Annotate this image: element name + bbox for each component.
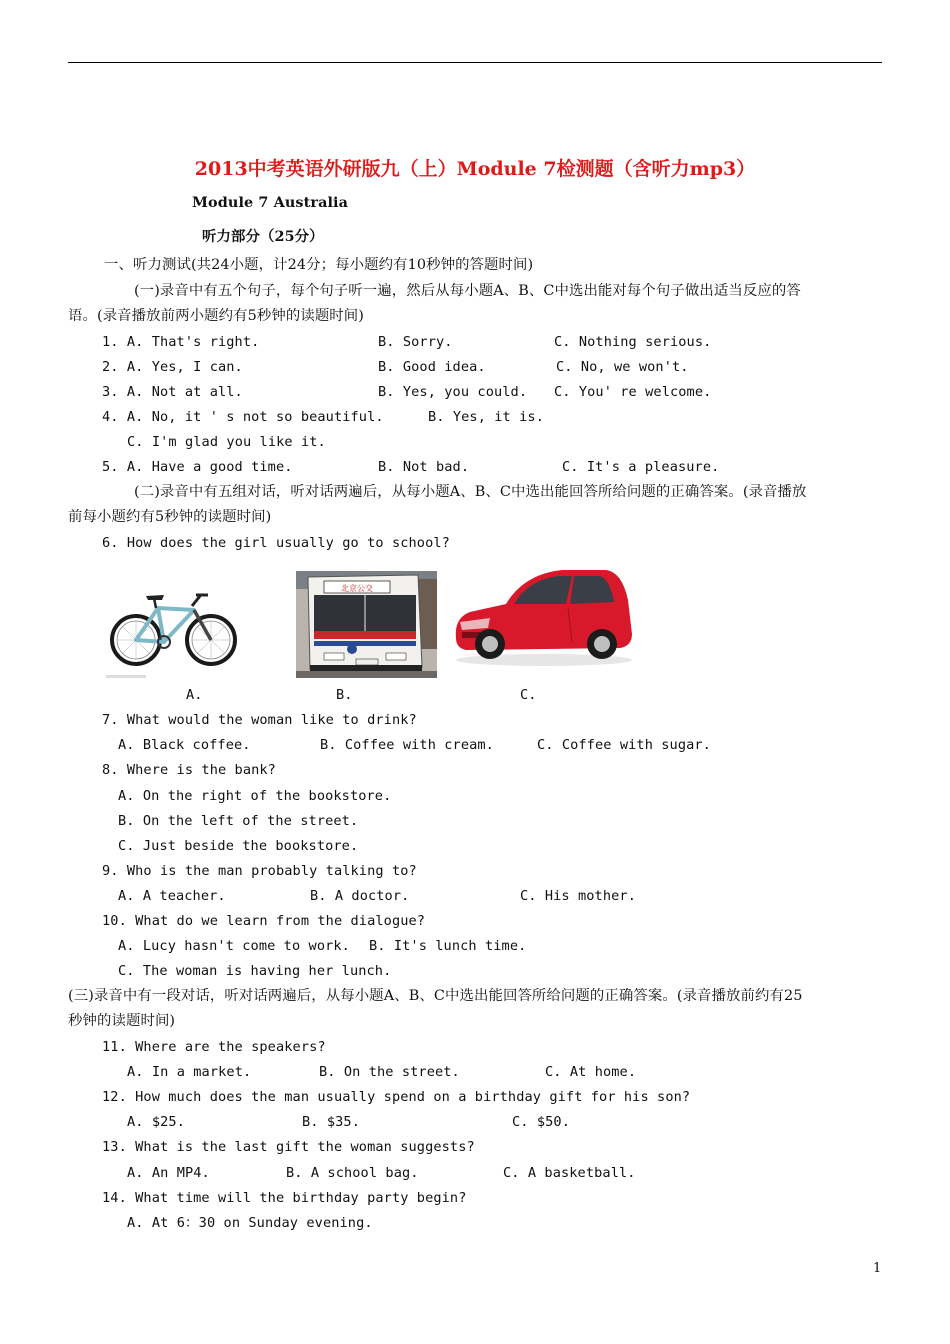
q13-option-a: A. An MP4. <box>127 1165 210 1181</box>
q13-option-b: B. A school bag. <box>286 1165 419 1181</box>
sub2-instructions-line2: 前每小题约有5秒钟的读题时间) <box>68 509 272 525</box>
q9-option-c: C. His mother. <box>520 888 636 904</box>
sub1-instructions-line2: 语。(录音播放前两小题约有5秒钟的读题时间) <box>68 308 365 324</box>
q12-option-c: C. $50. <box>512 1114 570 1130</box>
q4-option-a: 4. A. No, it ' s not so beautiful. <box>102 409 384 425</box>
q11-option-b: B. On the street. <box>319 1064 460 1080</box>
q11-question: 11. Where are the speakers? <box>102 1039 326 1055</box>
q8-option-b: B. On the left of the street. <box>118 813 359 829</box>
sub3-instructions-line2: 秒钟的读题时间) <box>68 1013 176 1029</box>
q5-option-a: 5. A. Have a good time. <box>102 459 293 475</box>
q9-option-b: B. A doctor. <box>310 888 410 904</box>
q1-option-b: B. Sorry. <box>378 334 453 350</box>
q8-question: 8. Where is the bank? <box>102 762 276 778</box>
sub3-instructions-line1: (三)录音中有一段对话，听对话两遍后，从每小题A、B、C中选出能回答所给问题的正确答案。(录音播放前约有25 <box>68 988 803 1004</box>
q13-question: 13. What is the last gift the woman suggests? <box>102 1139 475 1155</box>
q6-question: 6. How does the girl usually go to school? <box>102 535 450 551</box>
q10-question: 10. What do we learn from the dialogue? <box>102 913 426 929</box>
q6-label-b: B. <box>336 687 353 703</box>
bus-image <box>296 571 437 678</box>
q6-label-c: C. <box>520 687 537 703</box>
document-title: 2013中考英语外研版九（上）Module 7检测题（含听力mp3） <box>194 158 756 180</box>
q2-option-a: 2. A. Yes, I can. <box>102 359 243 375</box>
q1-option-c: C. Nothing serious. <box>554 334 712 350</box>
q6-label-a: A. <box>186 687 203 703</box>
q10-option-b: B. It's lunch time. <box>369 938 527 954</box>
q5-option-b: B. Not bad. <box>378 459 470 475</box>
q4-option-b: B. Yes, it is. <box>428 409 544 425</box>
q7-question: 7. What would the woman like to drink? <box>102 712 417 728</box>
q7-option-b: B. Coffee with cream. <box>320 737 494 753</box>
q13-option-c: C. A basketball. <box>503 1165 636 1181</box>
q3-option-c: C. You' re welcome. <box>554 384 712 400</box>
q14-question: 14. What time will the birthday party begin? <box>102 1190 467 1206</box>
q5-option-c: C. It's a pleasure. <box>562 459 720 475</box>
q12-option-a: A. $25. <box>127 1114 185 1130</box>
q10-option-a: A. Lucy hasn't come to work. <box>118 938 350 954</box>
section-title: 听力部分（25分） <box>202 228 324 245</box>
page-number: 1 <box>873 1261 882 1276</box>
q12-option-b: B. $35. <box>302 1114 360 1130</box>
car-image <box>450 560 636 668</box>
q1-option-a: 1. A. That's right. <box>102 334 260 350</box>
bus-sign-text: 北京公交 <box>341 584 373 593</box>
q12-question: 12. How much does the man usually spend on a birthday gift for his son? <box>102 1089 691 1105</box>
q8-option-a: A. On the right of the bookstore. <box>118 788 392 804</box>
q8-option-c: C. Just beside the bookstore. <box>118 838 359 854</box>
q10-option-c: C. The woman is having her lunch. <box>118 963 392 979</box>
sub2-instructions-line1: (二)录音中有五组对话，听对话两遍后，从每小题A、B、C中选出能回答所给问题的正确答案。(录音播放 <box>134 484 807 500</box>
part1-heading: 一、听力测试(共24小题，计24分；每小题约有10秒钟的答题时间) <box>104 257 534 273</box>
sub1-instructions-line1: (一)录音中有五个句子，每个句子听一遍，然后从每小题A、B、C中选出能对每个句子做出适当反应的答 <box>134 283 801 299</box>
q11-option-a: A. In a market. <box>127 1064 252 1080</box>
q11-option-c: C. At home. <box>545 1064 637 1080</box>
q7-option-a: A. Black coffee. <box>118 737 251 753</box>
bicycle-image <box>106 580 246 680</box>
q4-option-c: C. I'm glad you like it. <box>127 434 326 450</box>
header-rule <box>68 62 882 63</box>
q2-option-c: C. No, we won't. <box>556 359 689 375</box>
q7-option-c: C. Coffee with sugar. <box>537 737 711 753</box>
q3-option-b: B. Yes, you could. <box>378 384 528 400</box>
module-title: Module 7 Australia <box>192 194 349 211</box>
q3-option-a: 3. A. Not at all. <box>102 384 243 400</box>
q2-option-b: B. Good idea. <box>378 359 486 375</box>
q14-option-a: A. At 6：30 on Sunday evening. <box>127 1215 373 1231</box>
q9-question: 9. Who is the man probably talking to? <box>102 863 417 879</box>
q9-option-a: A. A teacher. <box>118 888 226 904</box>
